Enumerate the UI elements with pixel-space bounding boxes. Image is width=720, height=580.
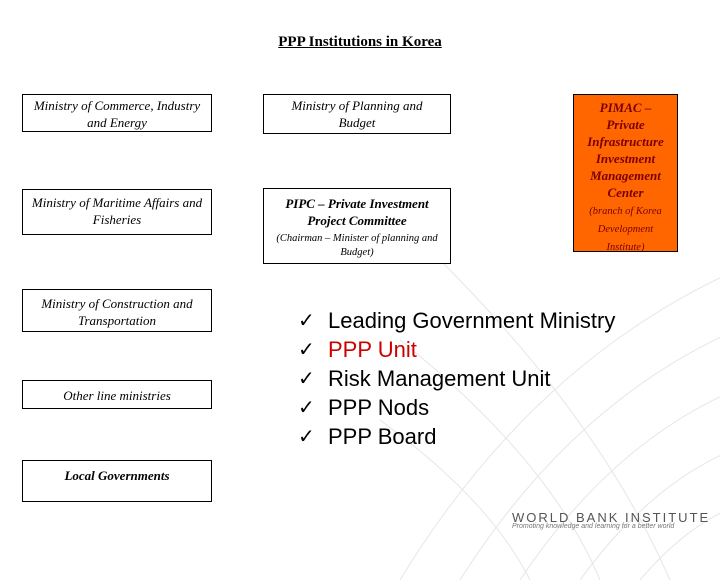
logo-wordmark: WORLD BANK INSTITUTE — [512, 510, 711, 525]
checklist-item-text: PPP Unit — [328, 337, 417, 362]
checklist-item-text: PPP Nods — [328, 395, 430, 420]
pipc-label: PIPC – Private Investment Project Committee — [285, 196, 429, 228]
checklist-item-text: Leading Government Ministry — [328, 308, 616, 333]
pimac-label: PIMAC – Private Infrastructure Investment Management Center — [587, 100, 664, 200]
box-pipc — [263, 188, 451, 264]
logo-tagline: Promoting knowledge and learning for a better world — [512, 523, 675, 530]
box-pimac — [573, 94, 678, 252]
box-ministry-commerce: Ministry of Commerce, Industry and Energy — [22, 94, 212, 132]
box-local-governments: Local Governments — [22, 460, 212, 502]
box-ministry-planning-budget: Ministry of Planning and Budget — [263, 94, 451, 134]
checklist-item — [298, 422, 615, 451]
world-bank-institute-logo — [512, 510, 710, 530]
role-checklist — [298, 306, 615, 451]
checkmark-icon: ✓ — [298, 308, 315, 332]
checkmark-icon: ✓ — [298, 424, 315, 448]
pimac-branch-note: (branch of Korea Development Institute) — [589, 206, 662, 253]
checklist-item — [298, 335, 615, 364]
checkmark-icon: ✓ — [298, 337, 315, 361]
checklist-item — [298, 393, 615, 422]
box-ministry-maritime: Ministry of Maritime Affairs and Fisheries — [22, 189, 212, 235]
box-other-line-ministries: Other line ministries — [22, 380, 212, 409]
checklist-item — [298, 364, 615, 393]
checklist-item-text: Risk Management Unit — [328, 366, 551, 391]
checklist-item — [298, 306, 615, 335]
checklist-item-text: PPP Board — [328, 424, 437, 449]
pipc-chairman-note: (Chairman – Minister of planning and Budget) — [276, 233, 438, 258]
page-title: PPP Institutions in Korea — [278, 34, 442, 50]
box-ministry-construction: Ministry of Construction and Transportation — [22, 289, 212, 332]
checkmark-icon: ✓ — [298, 366, 315, 390]
checkmark-icon: ✓ — [298, 395, 315, 419]
